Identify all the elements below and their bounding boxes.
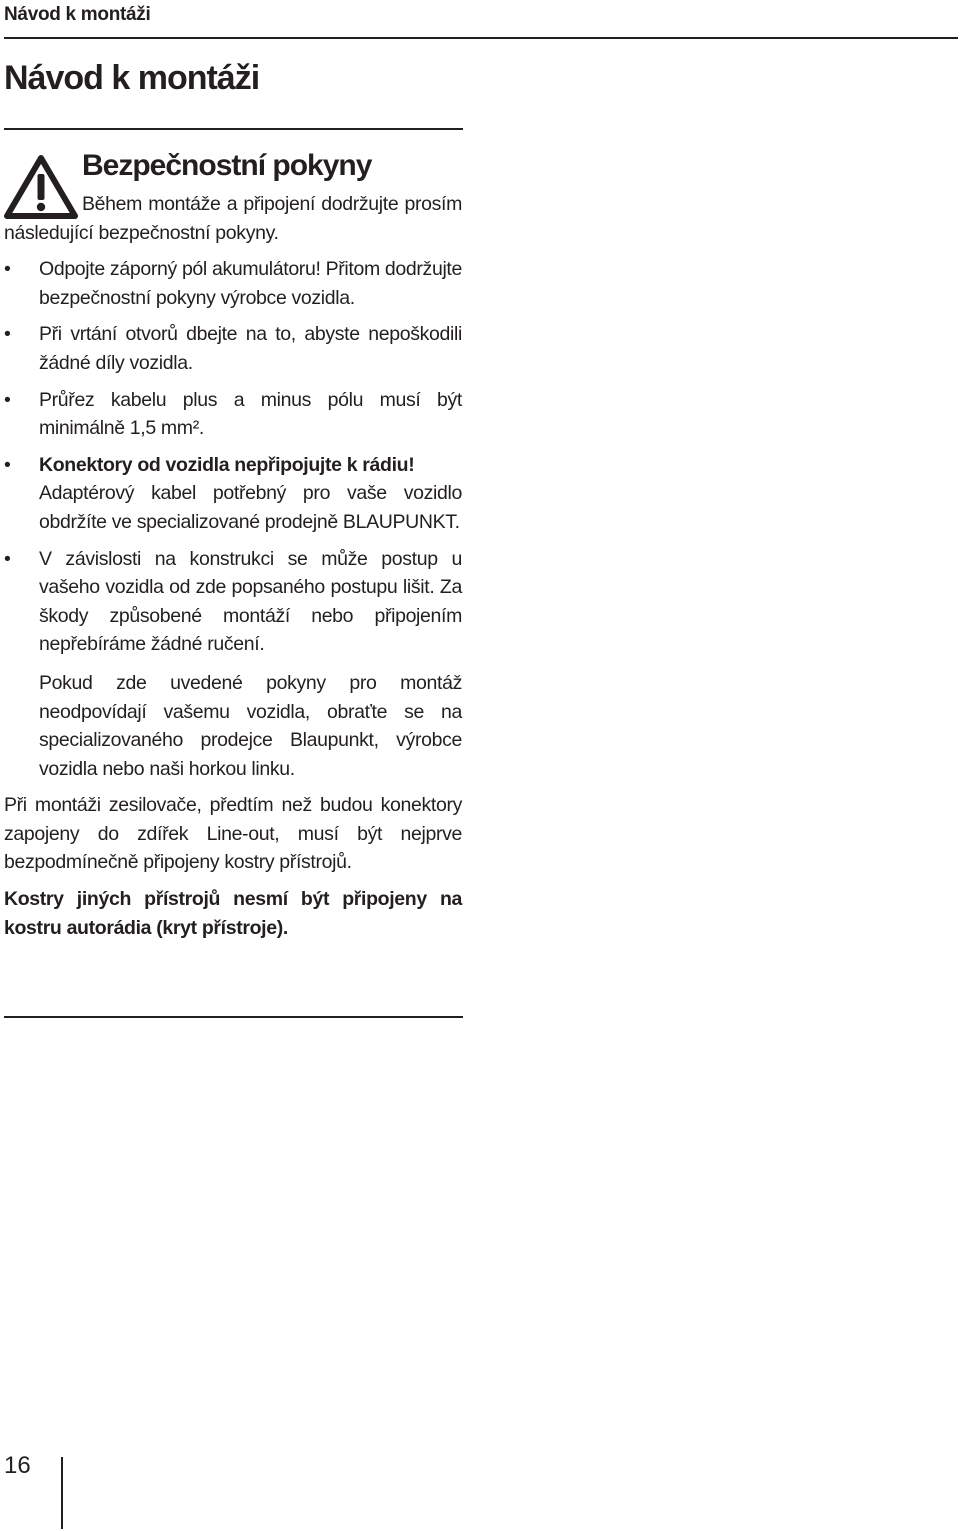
column-top-rule	[4, 128, 463, 130]
bullet-marker: •	[4, 547, 11, 570]
safety-list	[4, 255, 462, 659]
page-title: Návod k montáži	[4, 59, 260, 97]
list-item-text: Při vrtání otvorů dbejte na to, abyste nepoškodili žádné díly vozidla.	[39, 323, 462, 374]
list-item-warning-text: Konektory od vozidla nepřipojujte k rádiu!	[39, 453, 415, 476]
list-item	[4, 320, 462, 377]
page-number: 16	[4, 1452, 31, 1479]
running-head: Návod k montáži	[4, 4, 151, 25]
note-paragraph: Pokud zde uvedené pokyny pro montáž neodpovídají vašemu vozidla, obraťte se na specializovaného prodejce Blaupunkt, výrobce vozidla nebo naši horkou linku.	[39, 671, 462, 780]
ground-warning-paragraph: Kostry jiných přístrojů nesmí být připojeny na kostru autorádia (kryt přístroje).	[4, 888, 462, 939]
list-item	[4, 386, 462, 443]
warning-triangle-icon	[4, 154, 78, 220]
list-item	[4, 545, 462, 659]
content-column	[4, 142, 462, 942]
header-rule	[4, 37, 958, 39]
bullet-marker: •	[4, 453, 11, 476]
list-item-text: Odpojte záporný pól akumulátoru! Přitom dodržujte bezpečnostní pokyny výrobce vozidla.	[39, 258, 462, 309]
section-title: Bezpečnostní pokyny	[82, 149, 372, 182]
list-item	[4, 255, 462, 312]
list-item	[4, 451, 462, 537]
bullet-marker: •	[4, 323, 11, 346]
column-bottom-rule	[4, 1016, 463, 1018]
list-item-text: V závislosti na konstrukci se může postup u vašeho vozidla od zde popsaného postupu lišit. Za škody způsobené montáží nebo připojením nepřebíráme žádné ručení.	[39, 547, 462, 656]
bullet-marker: •	[4, 258, 11, 281]
amplifier-paragraph: Při montáži zesilovače, předtím než budou konektory zapojeny do zdířek Line-out, musí být nejprve bezpodmínečně připojeny kostry přístrojů.	[4, 794, 462, 874]
page-number-rule	[61, 1457, 63, 1529]
warning-block	[4, 142, 462, 247]
bullet-marker: •	[4, 388, 11, 411]
list-item-text: Adaptérový kabel potřebný pro vaše vozidlo obdržíte ve specializované prodejně BLAUPUNKT.	[39, 482, 462, 533]
intro-text: Během montáže a připojení dodržujte prosím následující bezpečnostní pokyny.	[4, 193, 462, 244]
list-item-text: Průřez kabelu plus a minus pólu musí být minimálně 1,5 mm².	[39, 388, 462, 440]
